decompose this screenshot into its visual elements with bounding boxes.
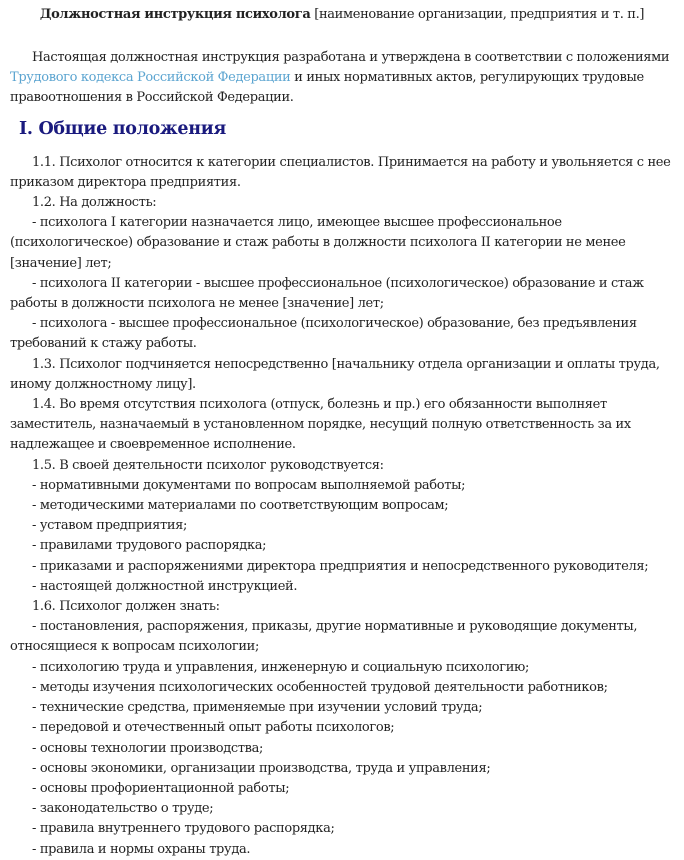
list-item: - законодательство о труде; <box>32 801 214 817</box>
paragraph-1-5: 1.5. В своей деятельности психолог руководствуется: <box>32 457 384 473</box>
intro-paragraph <box>10 48 674 109</box>
list-item: - приказами и распоряжениями директора предприятия и непосредственного руководителя; <box>32 558 649 574</box>
list-item: - постановления, распоряжения, приказы, другие нормативные и руководящие документы, относящиеся к вопросам психологии; <box>10 619 638 655</box>
labor-code-link[interactable]: Трудового кодекса Российской Федерации <box>10 70 291 86</box>
list-item: - правила и нормы охраны труда. <box>32 841 251 857</box>
intro-text-after: и иных нормативных актов, регулирующих трудовые правоотношения в Российской Федерации. <box>10 70 644 106</box>
paragraph-1-2: 1.2. На должность: <box>32 195 157 211</box>
paragraph-1-4: 1.4. Во время отсутствия психолога (отпуск, болезнь и пр.) его обязанности выполняет заместитель, назначаемый в установленном порядке, несущий полную ответственность за их надлежащее и своевременное исполнение. <box>10 397 631 453</box>
document <box>0 5 684 860</box>
list-item: - методическими материалами по соответствующим вопросам; <box>32 498 449 514</box>
list-item: - психолога I категории назначается лицо, имеющее высшее профессиональное (психологическое) образование и стаж работы в должности психолога II категории не менее [значение] лет; <box>10 215 626 271</box>
list-item: - психолога II категории - высшее профессиональное (психологическое) образование и стаж работы в должности психолога не менее [значение] лет; <box>10 275 644 312</box>
list-item: - основы профориентационной работы; <box>32 780 290 796</box>
paragraph-1-1: 1.1. Психолог относится к категории специалистов. Принимается на работу и увольняется с нее приказом директора предприятия. <box>10 154 671 190</box>
list-item: - психолога - высшее профессиональное (психологическое) образование, без предъявления требований к стажу работы. <box>10 316 637 352</box>
list-item: - передовой и отечественный опыт работы психологов; <box>32 720 395 736</box>
list-item: - нормативными документами по вопросам выполняемой работы; <box>32 477 466 493</box>
intro-text-before: Настоящая должностная инструкция разработана и утверждена в соответствии с положениями <box>32 50 670 65</box>
paragraph-1-3: 1.3. Психолог подчиняется непосредственно [начальнику отдела организации и оплаты труда, иному должностному лицу]. <box>10 356 660 392</box>
list-item: - правила внутреннего трудового распорядка; <box>32 821 335 837</box>
list-item: - методы изучения психологических особенностей трудовой деятельности работников; <box>32 679 608 695</box>
paragraph-1-6: 1.6. Психолог должен знать: <box>32 599 220 615</box>
list-item: - основы экономики, организации производства, труда и управления; <box>32 760 491 776</box>
list-item: - уставом предприятия; <box>32 518 188 534</box>
document-title-placeholder: [наименование организации, предприятия и т. п.] <box>310 7 645 22</box>
document-title-bold: Должностная инструкция психолога <box>39 7 311 22</box>
section-body <box>10 153 674 860</box>
list-item: - правилами трудового распорядка; <box>32 538 267 554</box>
section-heading-general-provisions: I. Общие положения <box>19 118 227 139</box>
list-item: - психологию труда и управления, инженерную и социальную психологию; <box>32 659 530 675</box>
list-item: - настоящей должностной инструкцией. <box>32 578 298 594</box>
document-title <box>10 5 674 25</box>
list-item: - основы технологии производства; <box>32 740 264 756</box>
list-item: - технические средства, применяемые при изучении условий труда; <box>32 700 483 716</box>
